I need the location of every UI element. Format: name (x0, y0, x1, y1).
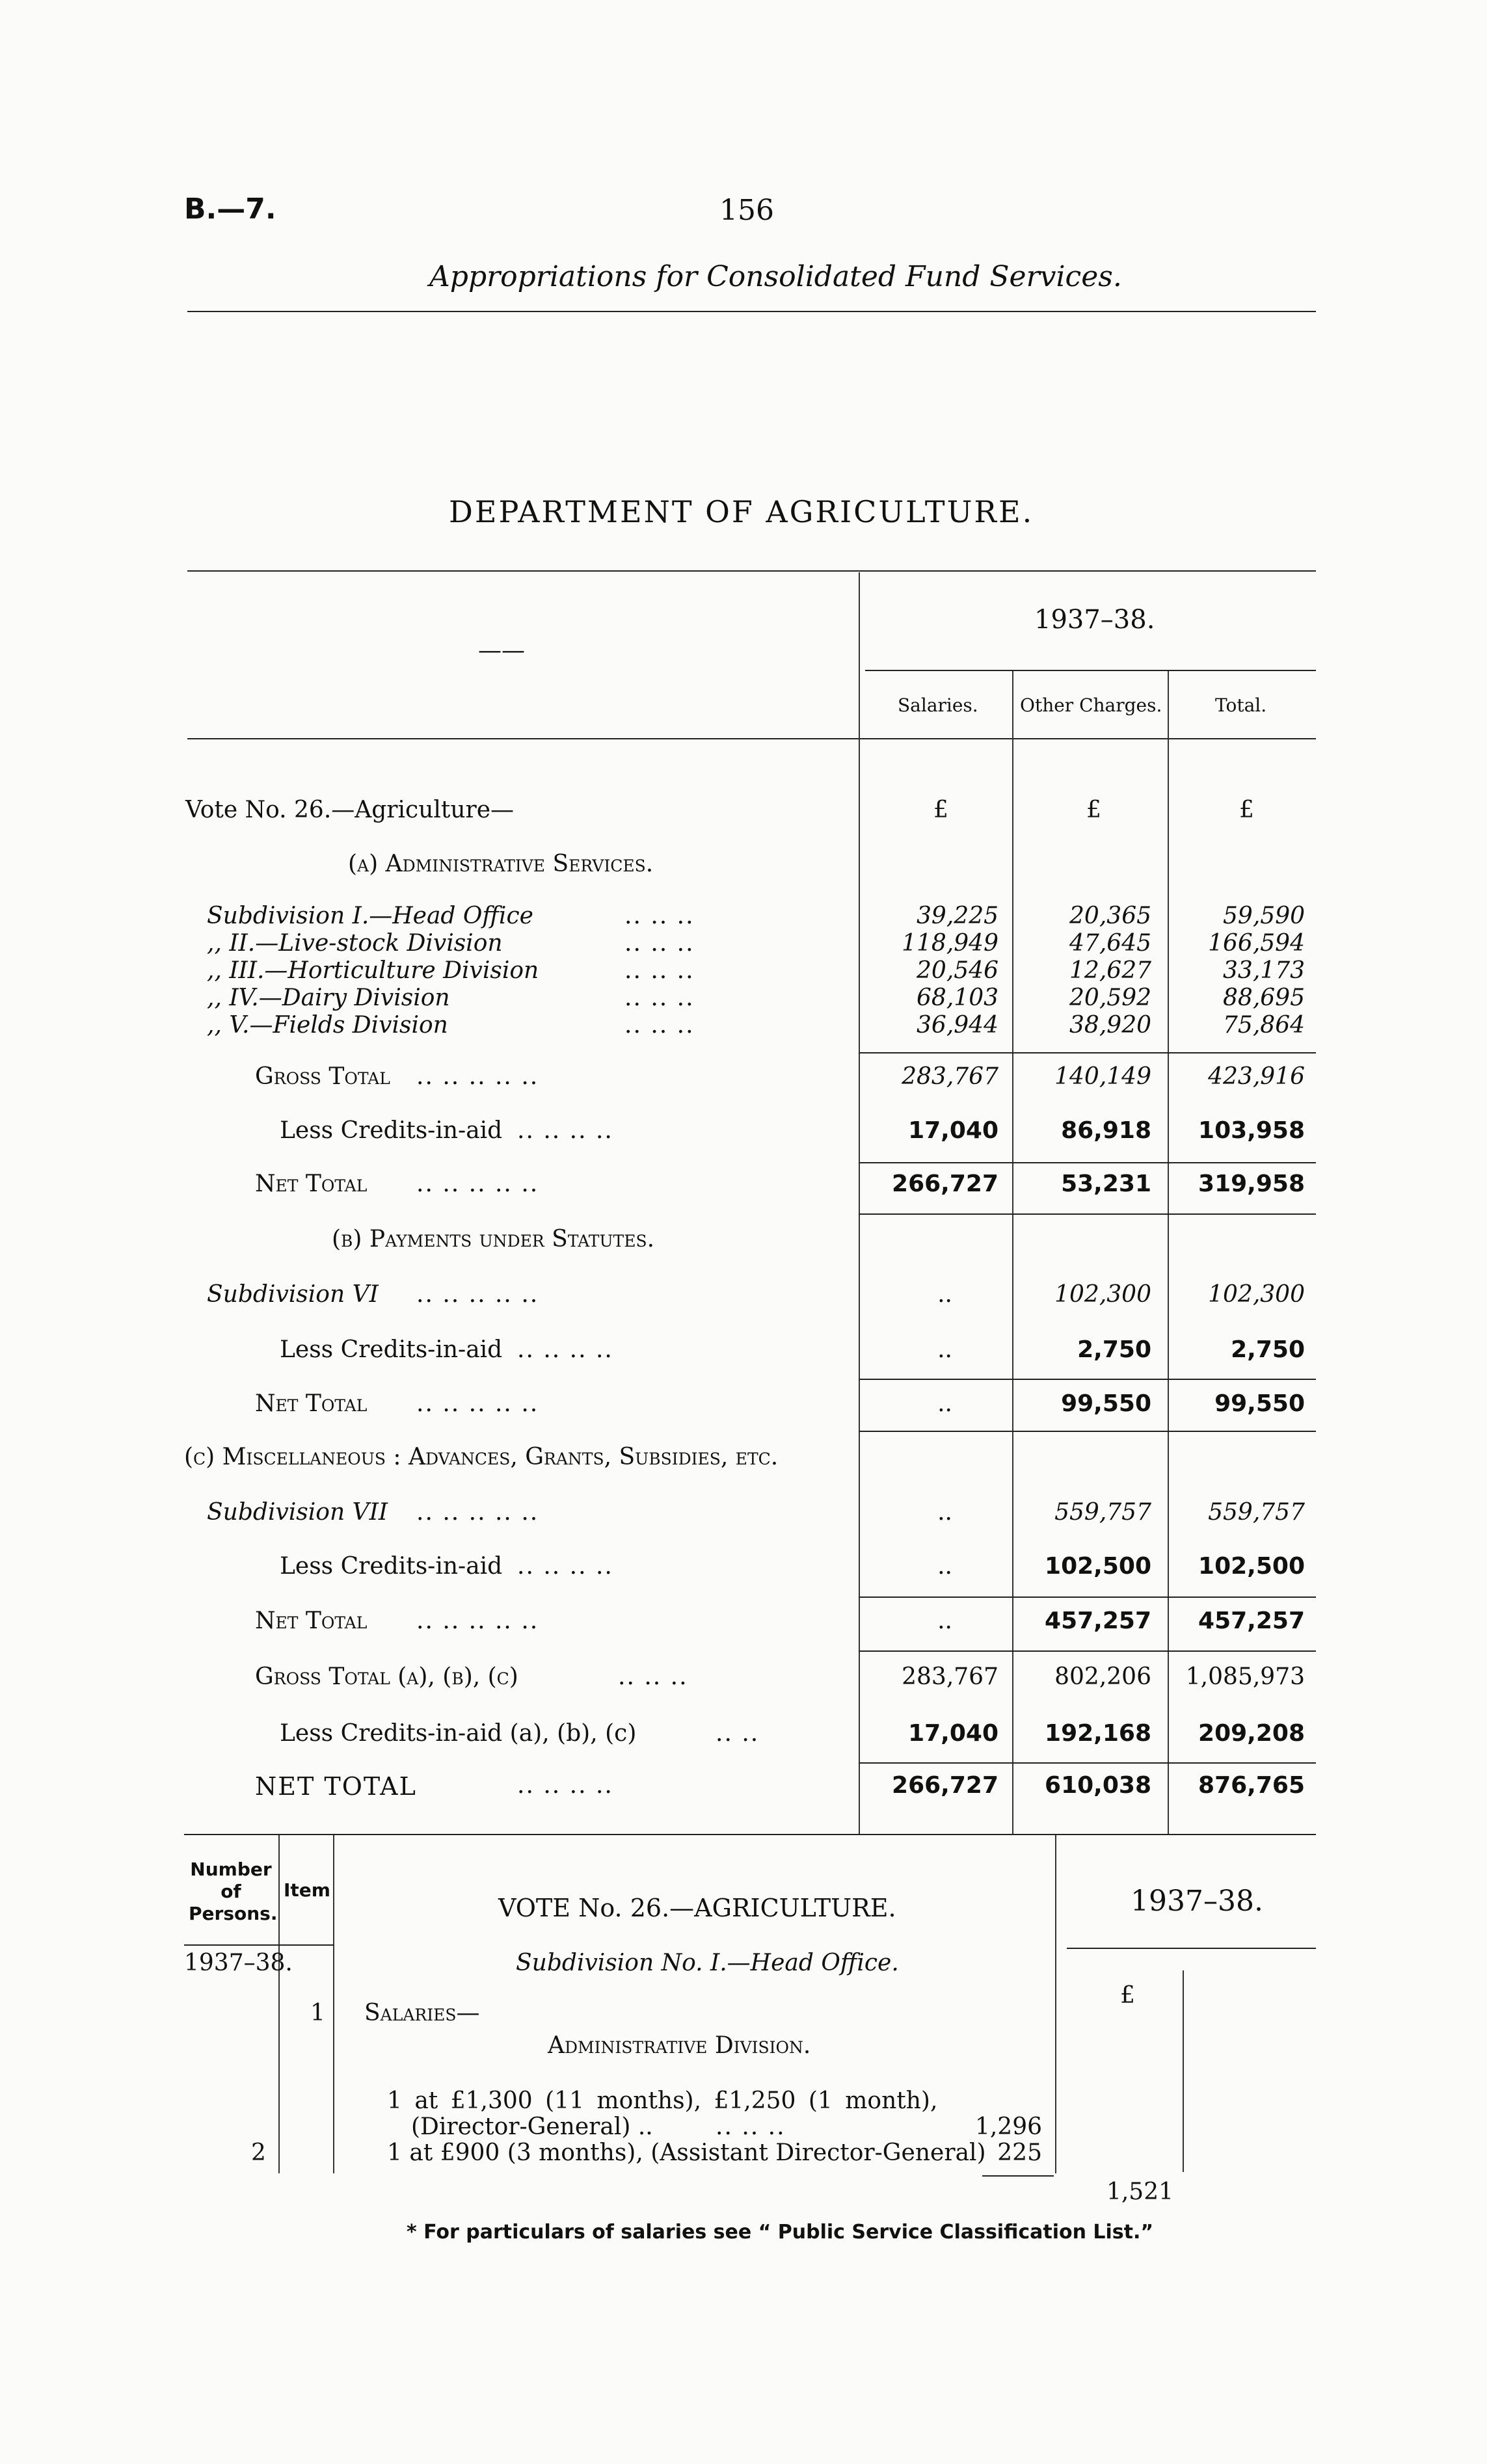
b-net-salaries: .. (937, 1390, 952, 1417)
division-label: Administrative Division. (548, 2032, 811, 2059)
b-row-other: 102,300 (1054, 1281, 1151, 1308)
grand-net-other: 610,038 (1045, 1772, 1151, 1799)
col-header-item: Item (284, 1879, 330, 1901)
c-net-salaries: .. (937, 1608, 952, 1634)
grand-net-salaries: 266,727 (892, 1772, 998, 1799)
cell-salaries: 36,944 (917, 1012, 998, 1039)
entry-2-amount: 225 (997, 2139, 1042, 2166)
gross-total-label: Gross Total (255, 1063, 390, 1090)
b-row-salaries: .. (937, 1281, 952, 1308)
rule-a-end (859, 1213, 1316, 1215)
grand-credits-label: Less Credits-in-aid (a), (b), (c) (280, 1720, 637, 1747)
c-row-other: 559,757 (1054, 1499, 1151, 1526)
b-credits-total: 2,750 (1231, 1336, 1305, 1363)
grand-net-total: 876,765 (1198, 1772, 1305, 1799)
leader-dots: .. .. .. .. .. (416, 1608, 539, 1634)
subdivision-row-label: ,, II.—Live-stock Division (207, 930, 503, 957)
vote-table-top-rule (184, 1834, 1316, 1835)
currency-salaries: £ (933, 797, 948, 823)
vote-label: Vote No. 26.—Agriculture— (185, 797, 515, 823)
salaries-label: Salaries— (364, 2000, 480, 2026)
c-row-salaries: .. (937, 1499, 952, 1526)
grand-net-label: NET TOTAL (255, 1772, 417, 1801)
column-header-total: Total. (1215, 695, 1267, 716)
column-header-salaries: Salaries. (898, 695, 978, 716)
c-credits-total: 102,500 (1198, 1553, 1305, 1580)
leader-dots: .. .. .. (624, 957, 695, 984)
rule-grand-net (859, 1762, 1316, 1764)
section-b-heading: (b) Payments under Statutes. (332, 1226, 655, 1252)
cell-other: 12,627 (1069, 957, 1151, 984)
cell-salaries: 20,546 (917, 957, 998, 984)
document-reference: B.—7. (184, 192, 276, 226)
page-number: 156 (719, 194, 774, 227)
year-rule (865, 670, 1316, 671)
c-credits-label: Less Credits-in-aid (280, 1553, 503, 1580)
cell-salaries: 118,949 (902, 930, 998, 957)
credits-salaries: 17,040 (908, 1117, 998, 1144)
entry-2-line-1: 1 at £900 (3 months), (Assistant Director-General) (387, 2139, 986, 2166)
cell-other: 20,592 (1069, 985, 1151, 1011)
cell-total: 75,864 (1223, 1012, 1305, 1039)
cell-total: 59,590 (1223, 903, 1305, 929)
rule-a-subtotal (859, 1052, 1316, 1053)
leader-dots: .. .. .. (624, 985, 695, 1011)
leader-dots: .. .. .. (624, 903, 695, 929)
grand-credits-total: 209,208 (1198, 1720, 1305, 1747)
credits-label: Less Credits-in-aid (280, 1117, 503, 1144)
gross-other: 140,149 (1054, 1063, 1151, 1090)
persons-total: 2 (251, 2139, 266, 2166)
c-net-label: Net Total (255, 1608, 368, 1634)
leader-dots: .. .. .. .. .. (416, 1499, 539, 1526)
b-credits-other: 2,750 (1077, 1336, 1151, 1363)
rule-a-net (859, 1162, 1316, 1163)
subdivision-row-label: Subdivision I.—Head Office (207, 903, 533, 929)
rule-b-net (859, 1379, 1316, 1380)
subdivision-vii-label: Subdivision VII (207, 1499, 388, 1526)
grand-credits-salaries: 17,040 (908, 1720, 998, 1747)
cell-total: 33,173 (1223, 957, 1305, 984)
cell-other: 20,365 (1069, 903, 1151, 929)
c-credits-salaries: .. (937, 1553, 952, 1580)
subdivision-row-label: ,, IV.—Dairy Division (207, 985, 450, 1011)
grand-gross-salaries: 283,767 (902, 1663, 998, 1690)
gross-salaries: 283,767 (902, 1063, 998, 1090)
leader-dots: .. .. .. .. (517, 1772, 613, 1799)
leader-dots: .. .. .. (716, 2113, 786, 2140)
header-rule (187, 311, 1316, 312)
column-header-other-charges: Other Charges. (1020, 695, 1162, 716)
leader-dots: .. .. .. .. (517, 1336, 613, 1363)
vote-vrule-item (333, 1835, 334, 2173)
vote-heading: VOTE No. 26.—AGRICULTURE. (498, 1894, 896, 1922)
item-number: 1 (310, 2000, 325, 2026)
subdivision-row-label: ,, V.—Fields Division (207, 1012, 448, 1039)
currency-other: £ (1086, 797, 1101, 823)
section-a-heading: (a) Administrative Services. (348, 851, 654, 877)
leader-dots: .. .. .. .. (517, 1553, 613, 1580)
vote-year-rule (1067, 1948, 1316, 1949)
credits-total: 103,958 (1198, 1117, 1305, 1144)
leader-dots: .. .. .. .. .. (416, 1390, 539, 1417)
entries-sum-rule (982, 2175, 1054, 2177)
section-c-heading: (c) Miscellaneous : Advances, Grants, Subsidies, etc. (184, 1444, 779, 1470)
cell-salaries: 39,225 (917, 903, 998, 929)
net-salaries: 266,727 (892, 1171, 998, 1197)
col-header-persons: Number of Persons. (189, 1859, 278, 1924)
cell-salaries: 68,103 (917, 985, 998, 1011)
vote-currency: £ (1120, 1982, 1135, 2009)
gross-total: 423,916 (1208, 1063, 1305, 1090)
rule-c-net (859, 1596, 1316, 1598)
b-net-total: 99,550 (1214, 1390, 1305, 1417)
c-net-total: 457,257 (1198, 1608, 1305, 1634)
grand-gross-label: Gross Total (a), (b), (c) (255, 1663, 518, 1690)
vote-subheading: Subdivision No. I.—Head Office. (516, 1950, 899, 1976)
cell-total: 88,695 (1223, 985, 1305, 1011)
cell-total: 166,594 (1208, 930, 1305, 957)
grand-credits-other: 192,168 (1045, 1720, 1151, 1747)
vote-year: 1937–38. (1131, 1885, 1263, 1918)
c-credits-other: 102,500 (1045, 1553, 1151, 1580)
summary-top-rule (187, 570, 1316, 572)
grand-gross-total: 1,085,973 (1185, 1663, 1305, 1690)
subtotal-amount: 1,521 (1106, 2179, 1173, 2205)
entry-1-amount: 1,296 (974, 2113, 1042, 2140)
summary-vrule-1 (859, 572, 860, 1834)
rule-c-end (859, 1650, 1316, 1652)
leader-dots: .. .. .. .. (517, 1117, 613, 1144)
entry-1-line-2: (Director-General) .. (411, 2113, 653, 2140)
leader-dots: .. .. .. (624, 1012, 695, 1039)
cell-other: 38,920 (1069, 1012, 1151, 1039)
subdivision-row-label: ,, III.—Horticulture Division (207, 957, 539, 984)
leader-dots: .. .. .. .. .. (416, 1063, 539, 1090)
vote-vrule-persons (278, 1835, 280, 2173)
entry-1-line-1: 1 at £1,300 (11 months), £1,250 (1 month), (387, 2087, 938, 2114)
b-row-total: 102,300 (1208, 1281, 1305, 1308)
vote-vrule-year (1055, 1835, 1056, 2173)
c-net-other: 457,257 (1045, 1608, 1151, 1634)
vote-vrule-pence (1183, 1970, 1184, 2172)
rule-b-end (859, 1431, 1316, 1432)
summary-vrule-2 (1012, 671, 1013, 1834)
summary-year: 1937–38. (1034, 605, 1155, 635)
net-total-label: Net Total (255, 1171, 368, 1197)
subdivision-vi-label: Subdivision VI (207, 1281, 379, 1308)
b-net-label: Net Total (255, 1390, 368, 1417)
b-credits-salaries: .. (937, 1336, 952, 1363)
grand-gross-other: 802,206 (1054, 1663, 1151, 1690)
summary-vrule-3 (1168, 671, 1169, 1834)
persons-year: 1937–38. (184, 1950, 293, 1976)
department-title: DEPARTMENT OF AGRICULTURE. (449, 494, 1034, 529)
leader-dots: .. .. .. .. .. (416, 1281, 539, 1308)
credits-other: 86,918 (1061, 1117, 1151, 1144)
c-row-total: 559,757 (1208, 1499, 1305, 1526)
leader-dots: .. .. .. (624, 930, 695, 957)
vote-header-rule (184, 1944, 334, 1946)
footnote: * For particulars of salaries see “ Public Service Classification List.” (407, 2221, 1154, 2244)
stub-dash: —— (478, 637, 525, 664)
leader-dots: .. .. .. .. .. (416, 1171, 539, 1197)
page-subtitle: Appropriations for Consolidated Fund Services. (429, 260, 1122, 293)
net-other: 53,231 (1061, 1171, 1151, 1197)
b-net-other: 99,550 (1061, 1390, 1151, 1417)
net-total: 319,958 (1198, 1171, 1305, 1197)
currency-total: £ (1239, 797, 1254, 823)
leader-dots: .. .. .. (618, 1663, 688, 1690)
cell-other: 47,645 (1069, 930, 1151, 957)
header-bottom-rule (187, 738, 1316, 739)
leader-dots: .. .. (716, 1720, 760, 1747)
b-credits-label: Less Credits-in-aid (280, 1336, 503, 1363)
